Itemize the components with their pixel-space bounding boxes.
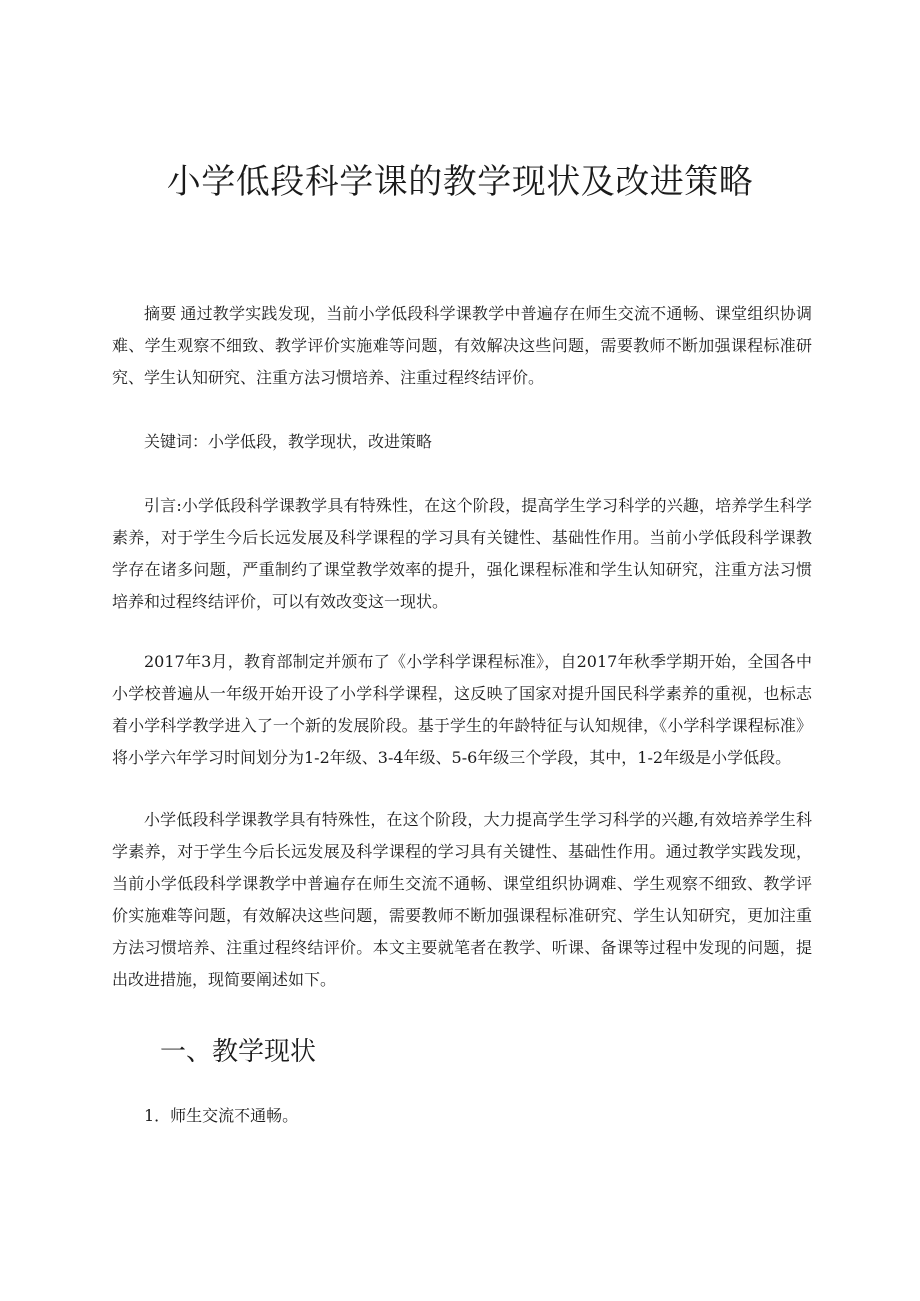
- intro-paragraph: [112, 490, 812, 618]
- abstract-text: 通过教学实践发现，当前小学低段科学课教学中普遍存在师生交流不通畅、课堂组织协调难、学生观察不细致、教学评价实施难等问题，有效解决这些问题，需要教师不断加强课程标准研究、学生认知研究、注重方法习惯培养、注重过程终结评价。: [112, 304, 812, 387]
- abstract-paragraph: [112, 298, 812, 394]
- abstract-label: 摘要: [144, 304, 177, 323]
- background-paragraph: 2017年3月，教育部制定并颁布了《小学科学课程标准》，自2017年秋季学期开始，全国各中小学校普遍从一年级开始开设了小学科学课程，这反映了国家对提升国民科学素养的重视，也标志着小学科学教学进入了一个新的发展阶段。基于学生的年龄特征与认知规律，《小学科学课程标准》将小学六年学习时间划分为1-2年级、3-4年级、5-6年级三个学段，其中，1-2年级是小学低段。: [112, 652, 812, 767]
- intro-label: 引言:: [144, 496, 182, 515]
- keywords-paragraph: 关键词：小学低段，教学现状，改进策略: [144, 432, 433, 451]
- main-paragraph: 小学低段科学课教学具有特殊性，在这个阶段，大力提高学生学习科学的兴趣,有效培养学生科学素养，对于学生今后长远发展及科学课程的学习具有关键性、基础性作用。通过教学实践发现，当前小学低段科学课教学中普遍存在师生交流不通畅、课堂组织协调难、学生观察不细致、教学评价实施难等问题，有效解决这些问题，需要教师不断加强课程标准研究、学生认知研究，更加注重方法习惯培养、注重过程终结评价。本文主要就笔者在教学、听课、备课等过程中发现的问题，提出改进措施，现简要阐述如下。: [112, 810, 812, 989]
- list-item: 1．师生交流不通畅。: [144, 1106, 299, 1125]
- document-title: 小学低段科学课的教学现状及改进策略: [166, 162, 754, 202]
- intro-text: 小学低段科学课教学具有特殊性，在这个阶段，提高学生学习科学的兴趣，培养学生科学素养，对于学生今后长远发展及科学课程的学习具有关键性、基础性作用。当前小学低段科学课教学存在诸多问题，严重制约了课堂教学效率的提升，强化课程标准和学生认知研究，注重方法习惯培养和过程终结评价，可以有效改变这一现状。: [112, 496, 812, 611]
- section-heading: 一、教学现状: [160, 1037, 317, 1067]
